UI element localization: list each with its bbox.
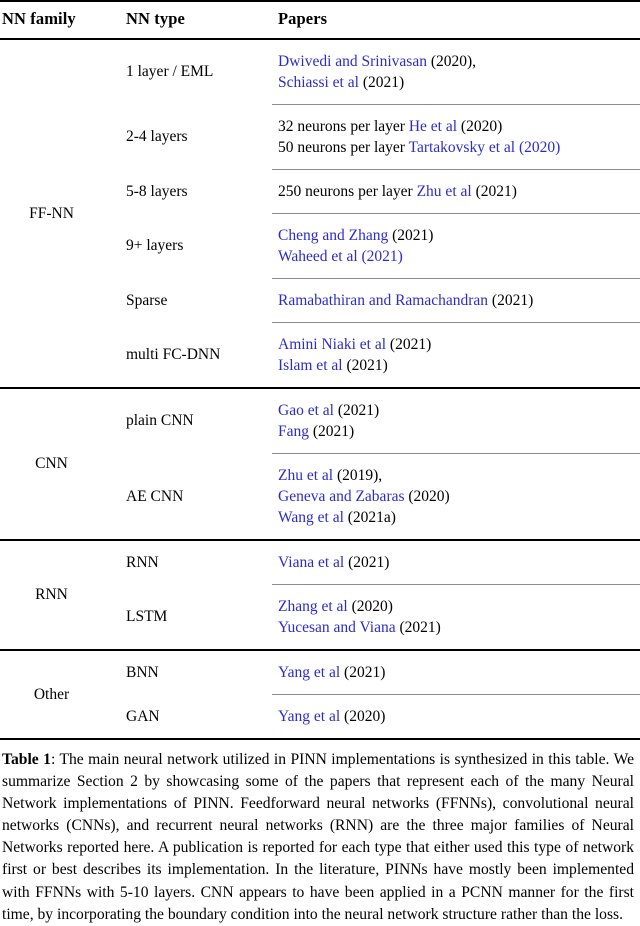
column-header-nn-type: NN type xyxy=(126,9,185,28)
citation-text: (2021) xyxy=(475,183,517,200)
citation-link[interactable]: Yucesan and Viana xyxy=(278,619,400,636)
citation-text: (2021) xyxy=(362,74,405,91)
citation-link[interactable]: Dwivedi and Srinivasan xyxy=(278,53,431,70)
citation-line xyxy=(278,225,640,246)
nn-type-label: multi FC-DNN xyxy=(126,346,221,363)
table-header xyxy=(0,1,640,39)
citation-line xyxy=(278,706,640,727)
papers-cell xyxy=(272,695,640,739)
citation-text: (2020) xyxy=(408,488,450,505)
table-bottom-rule xyxy=(0,739,640,740)
citation-text: (2021) xyxy=(399,619,441,636)
papers-cell xyxy=(272,170,640,214)
papers-cell xyxy=(272,585,640,650)
nn-type-label: GAN xyxy=(126,707,160,725)
citation-line xyxy=(278,72,640,93)
citation-link[interactable]: Zhang et al xyxy=(278,598,352,615)
citation-link[interactable]: He et al xyxy=(408,118,461,135)
citation-line xyxy=(278,116,640,137)
citation-line xyxy=(278,400,640,421)
citation-text: (2020) xyxy=(460,118,503,135)
citation-line xyxy=(278,181,640,202)
nn-family-label: CNN xyxy=(35,455,68,472)
caption-label: Table 1 xyxy=(2,751,51,768)
citation-link[interactable]: Schiassi et al xyxy=(278,74,363,91)
table-row xyxy=(0,389,640,454)
citation-link[interactable]: Yang et al xyxy=(278,664,345,681)
nn-type-label: AE CNN xyxy=(126,487,184,505)
citation-line xyxy=(278,334,640,355)
citation-text: (2021) xyxy=(312,423,355,440)
nn-type-label: 5-8 layers xyxy=(126,182,188,200)
papers-cell xyxy=(272,40,640,105)
nn-type-label: RNN xyxy=(126,553,159,571)
citation-text: (2020) xyxy=(351,598,393,615)
papers-cell xyxy=(272,279,640,323)
citation-line xyxy=(278,355,640,376)
citation-text: (2021) xyxy=(389,336,432,353)
header-row xyxy=(0,2,640,39)
citation-text: (2021) xyxy=(344,664,386,681)
citation-text: 50 neurons per layer xyxy=(278,139,409,156)
citation-text: (2021) xyxy=(348,554,390,571)
citation-text: (2021) xyxy=(346,357,388,374)
citation-line xyxy=(278,465,640,486)
nn-type-label: 9+ layers xyxy=(126,237,184,255)
nn-type-label: BNN xyxy=(126,663,159,681)
citation-line xyxy=(278,290,640,311)
citation-line xyxy=(278,137,640,158)
citation-link[interactable]: Waheed et al (2021) xyxy=(278,248,403,265)
citation-line xyxy=(278,246,640,267)
citation-line xyxy=(278,552,640,573)
citation-link[interactable]: Yang et al xyxy=(278,708,345,725)
citation-link[interactable]: Cheng and Zhang xyxy=(278,227,393,244)
nn-type-label: plain CNN xyxy=(126,412,194,430)
table-row xyxy=(0,541,640,585)
citation-line xyxy=(278,596,640,617)
citation-link[interactable]: Fang xyxy=(278,423,313,440)
citation-text: 250 neurons per layer xyxy=(278,183,417,200)
citation-text: (2020), xyxy=(430,53,477,70)
caption-body: The main neural network utilized in PINN implementations is synthesized in this table. We summarize Section 2 by showcasing some of the papers that represent each of the many Neural Network implementations of PINN. Feedforward neural networks (FFNNs), convolutional neural networks (CNNs), and recurrent neural networks (RNN) are the three major families of Neural Networks reported here. A publication is reported for each type that either used this type of network first or best describes its implementation. In the literature, PINNs have mostly been implemented with FFNNs with 5-10 layers. CNN appears to have been applied in a PCNN manner for the first time, by incorporating the boundary condition into the neural network structure rather than the loss. xyxy=(2,751,635,923)
citation-text: (2021) xyxy=(337,402,380,419)
column-header-papers: Papers xyxy=(278,9,328,28)
citation-link[interactable]: Geneva and Zabaras xyxy=(278,488,409,505)
citation-text: (2021a) xyxy=(347,509,396,526)
citation-line xyxy=(278,421,640,442)
nn-family-label: RNN xyxy=(35,586,68,603)
citation-link[interactable]: Viana et al xyxy=(278,554,349,571)
papers-cell xyxy=(272,541,640,585)
table-row xyxy=(0,651,640,695)
papers-cell xyxy=(272,323,640,388)
citation-text: (2020) xyxy=(344,708,386,725)
citation-link[interactable]: Zhu et al xyxy=(416,183,476,200)
citation-line xyxy=(278,662,640,683)
citation-text: (2019), xyxy=(336,467,383,484)
papers-cell xyxy=(272,389,640,454)
table-body xyxy=(0,39,640,740)
citation-text: (2021) xyxy=(491,292,534,309)
citation-line xyxy=(278,507,640,528)
citation-link[interactable]: Zhu et al xyxy=(278,467,337,484)
nn-type-label: 2-4 layers xyxy=(126,128,188,146)
citation-link[interactable]: Wang et al xyxy=(278,509,348,526)
citation-link[interactable]: Islam et al xyxy=(278,357,347,374)
citation-line xyxy=(278,51,640,72)
nn-family-label: FF-NN xyxy=(29,204,74,222)
citation-link[interactable]: Gao et al xyxy=(278,402,338,419)
table-caption xyxy=(0,749,636,926)
citation-text: 32 neurons per layer xyxy=(278,118,409,135)
papers-cell xyxy=(272,105,640,170)
column-header-nn-family: NN family xyxy=(2,9,76,28)
nn-family-label: Other xyxy=(33,685,70,703)
citation-text: (2021) xyxy=(392,227,434,244)
caption-separator: : xyxy=(50,751,60,768)
papers-cell xyxy=(272,651,640,695)
citation-link[interactable]: Tartakovsky et al (2020) xyxy=(408,139,561,156)
nn-type-label: LSTM xyxy=(126,608,168,625)
nn-type-label: Sparse xyxy=(126,291,168,309)
citation-link[interactable]: Ramabathiran and Ramachandran xyxy=(278,292,492,309)
papers-cell xyxy=(272,454,640,540)
citation-link[interactable]: Amini Niaki et al xyxy=(278,336,390,353)
citation-line xyxy=(278,617,640,638)
papers-cell xyxy=(272,214,640,279)
nn-type-label: 1 layer / EML xyxy=(126,63,214,81)
table-row xyxy=(0,40,640,105)
citation-line xyxy=(278,486,640,507)
